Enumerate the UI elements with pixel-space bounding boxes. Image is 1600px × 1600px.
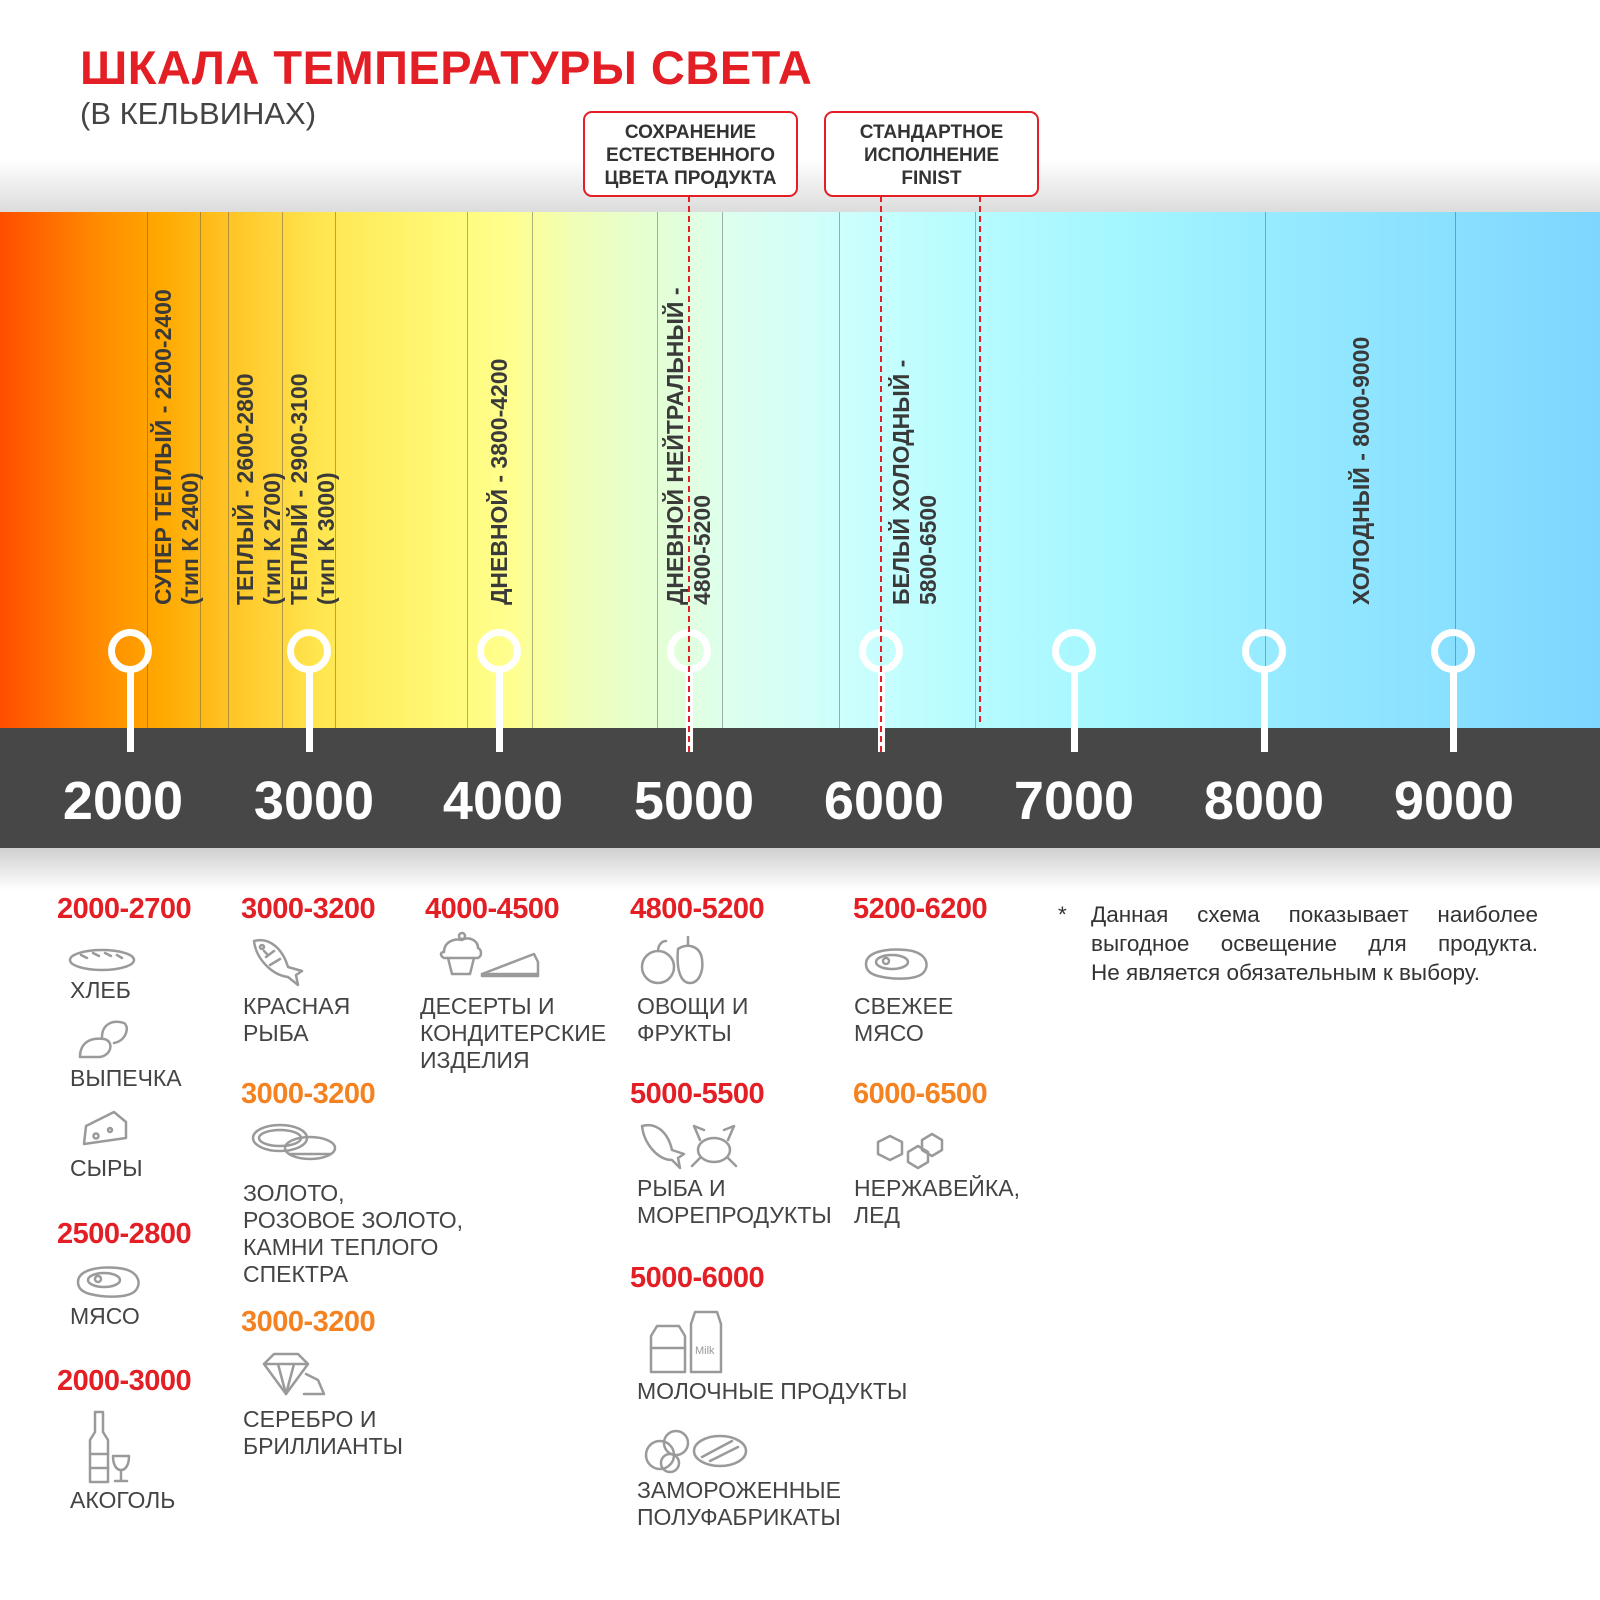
scale-tick-label: 9000 [1393,771,1515,831]
zone-label-line: ТЕПЛЫЙ - 2600-2800 [232,373,258,605]
product-range: 2000-2700 [57,893,192,925]
product-label-line: АКОГОЛЬ [70,1487,176,1513]
product-label [637,1175,832,1229]
product-label-line: СВЕЖЕЕ [854,993,954,1019]
bread-icon [67,945,137,980]
ice-cubes-icon [872,1130,944,1175]
product-range: 2000-3000 [57,1365,192,1397]
croissant-icon [72,1015,132,1070]
scale-tick-label: 8000 [1203,771,1325,831]
product-label [70,1155,143,1182]
footnote [1058,900,1538,987]
scale-tick-label: 5000 [633,771,755,831]
product-label [70,977,131,1004]
scale-shadow [0,848,1600,890]
cupcake-cake-icon [438,930,548,991]
pin-stem [1450,670,1457,752]
zone-divider [722,212,723,728]
product-label-line: РОЗОВОЕ ЗОЛОТО, [243,1207,463,1233]
frozen-food-icon [640,1425,750,1480]
product-label-line: СЕРЕБРО И [243,1406,377,1432]
zone-divider [532,212,533,728]
pin-circle [1431,629,1475,673]
zone-label-line: (тип К 2700) [259,472,285,605]
footnote-line: Данная схема показывает наиболее [1091,902,1538,927]
product-label-line: ФРУКТЫ [637,1020,732,1046]
pin-stem [127,670,134,752]
product-label-line: МОЛОЧНЫЕ ПРОДУКТЫ [637,1378,908,1404]
diamond-icon [260,1350,330,1403]
pin-circle [477,629,521,673]
product-label-line: ХЛЕБ [70,977,131,1003]
product-label-line: ЗОЛОТО, [243,1180,345,1206]
callout-box [583,111,798,197]
zone-label-line: (тип К 2400) [177,472,203,605]
product-label-line: ИЗДЕЛИЯ [420,1047,530,1073]
zone-label-line: БЕЛЫЙ ХОЛОДНЫЙ - [888,359,914,605]
product-range: 5000-6000 [630,1262,765,1294]
footnote-line: Не является обязательным к выбору. [1091,960,1480,985]
product-label [637,1378,907,1405]
callout-text: ЦВЕТА ПРОДУКТА [604,168,777,189]
product-label-line: МЯСО [854,1020,924,1046]
scale-tick-label: 6000 [823,771,945,831]
zone-divider [975,212,976,728]
fish-icon [248,935,308,996]
callout-text: СТАНДАРТНОЕ [859,122,1004,143]
product-label-line: ОВОЩИ И [637,993,749,1019]
zone-label-line: (тип К 3000) [313,472,339,605]
zone-label [232,373,286,605]
scale-tick-label: 7000 [1013,771,1135,831]
bottle-glass-icon [85,1410,135,1489]
product-label [420,993,606,1074]
pin-circle [1052,629,1096,673]
apple-pepper-icon [638,935,708,994]
zone-label [286,373,340,605]
product-range: 5000-5500 [630,1078,765,1110]
product-label [70,1487,175,1514]
product-label-line: ВЫПЕЧКА [70,1065,182,1091]
scale-tick-label: 3000 [253,771,375,831]
product-label-line: ЛЕД [854,1202,901,1228]
meat-icon [860,944,932,989]
zone-label-line: СУПЕР ТЕПЛЫЙ - 2200-2400 [150,289,176,605]
product-label-line: КОНДИТЕРСКИЕ [420,1020,607,1046]
product-range: 4800-5200 [630,893,765,925]
product-label [243,1180,463,1288]
product-range: 6000-6500 [853,1078,988,1110]
callout-dashed-line [979,196,981,722]
zone-label-line: ХОЛОДНЫЙ - 8000-9000 [1348,336,1374,605]
product-range: 3000-3200 [241,1078,376,1110]
product-label-line: МОРЕПРОДУКТЫ [637,1202,832,1228]
pin-stem [496,670,503,752]
top-shadow-band [0,160,1600,212]
product-range: 4000-4500 [425,893,560,925]
fish-crab-icon [638,1120,742,1181]
footnote-line: выгодное освещение для продукта. [1091,931,1538,956]
milk-icon [645,1308,735,1379]
zone-label [888,360,942,605]
page-subtitle: (В КЕЛЬВИНАХ) [80,96,317,131]
product-label-line: БРИЛЛИАНТЫ [243,1433,404,1459]
callout-dashed-line [880,196,882,752]
product-label-line: РЫБА [243,1020,309,1046]
pin-circle [108,629,152,673]
product-label [70,1065,182,1092]
page-title: ШКАЛА ТЕМПЕРАТУРЫ СВЕТА [80,41,813,94]
zone-label-line: 5800-6500 [915,495,941,605]
pin-stem [1261,670,1268,752]
product-label [854,1175,1020,1229]
zone-divider [467,212,468,728]
pin-circle [1242,629,1286,673]
pin-circle [287,629,331,673]
zone-label [662,288,716,606]
zone-label-line: ТЕПЛЫЙ - 2900-3100 [286,373,312,605]
product-label-line: КАМНИ ТЕПЛОГО [243,1234,439,1260]
product-range: 3000-3200 [241,893,376,925]
zone-label [486,359,513,605]
scale-tick-label: 4000 [442,771,564,831]
svg-text:Milk: Milk [695,1345,715,1357]
product-range: 3000-3200 [241,1306,376,1338]
product-label-line: ЗАМОРОЖЕННЫЕ [637,1477,842,1503]
footnote-marker: * [1058,902,1067,927]
product-label [70,1303,140,1330]
callout-text: ЕСТЕСТВЕННОГО [606,145,775,166]
product-range: 2500-2800 [57,1218,192,1250]
zone-label [150,289,204,605]
product-label [243,993,350,1047]
zone-label-line: ДНЕВНОЙ - 3800-4200 [486,358,512,605]
callout-text: ИСПОЛНЕНИЕ [863,145,1000,166]
callout-text: СОХРАНЕНИЕ [624,122,757,143]
zone-label-line: 4800-5200 [689,495,715,605]
zone-divider [228,212,229,728]
zone-divider [657,212,658,728]
product-label-line: НЕРЖАВЕЙКА, [854,1175,1020,1201]
callout-box [824,111,1039,197]
product-label-line: ПОЛУФАБРИКАТЫ [637,1504,841,1530]
scale-tick-label: 2000 [62,771,184,831]
zone-divider [839,212,840,728]
product-label [854,993,953,1047]
callout-text: FINIST [901,168,962,189]
zone-label [1348,337,1375,605]
product-label [637,1477,841,1531]
product-label-line: МЯСО [70,1303,140,1329]
product-label-line: СЫРЫ [70,1155,143,1181]
product-label-line: СПЕКТРА [243,1261,349,1287]
pin-stem [1071,670,1078,752]
product-label-line: РЫБА И [637,1175,726,1201]
product-label-line: ДЕСЕРТЫ И [420,993,555,1019]
cheese-icon [80,1110,130,1155]
product-label-line: КРАСНАЯ [243,993,351,1019]
pin-stem [306,670,313,752]
meat-icon [72,1262,144,1307]
rings-icon [250,1120,340,1169]
zone-label-line: ДНЕВНОЙ НЕЙТРАЛЬНЫЙ - [662,287,688,605]
product-label [637,993,748,1047]
product-label [243,1406,403,1460]
product-range: 5200-6200 [853,893,988,925]
